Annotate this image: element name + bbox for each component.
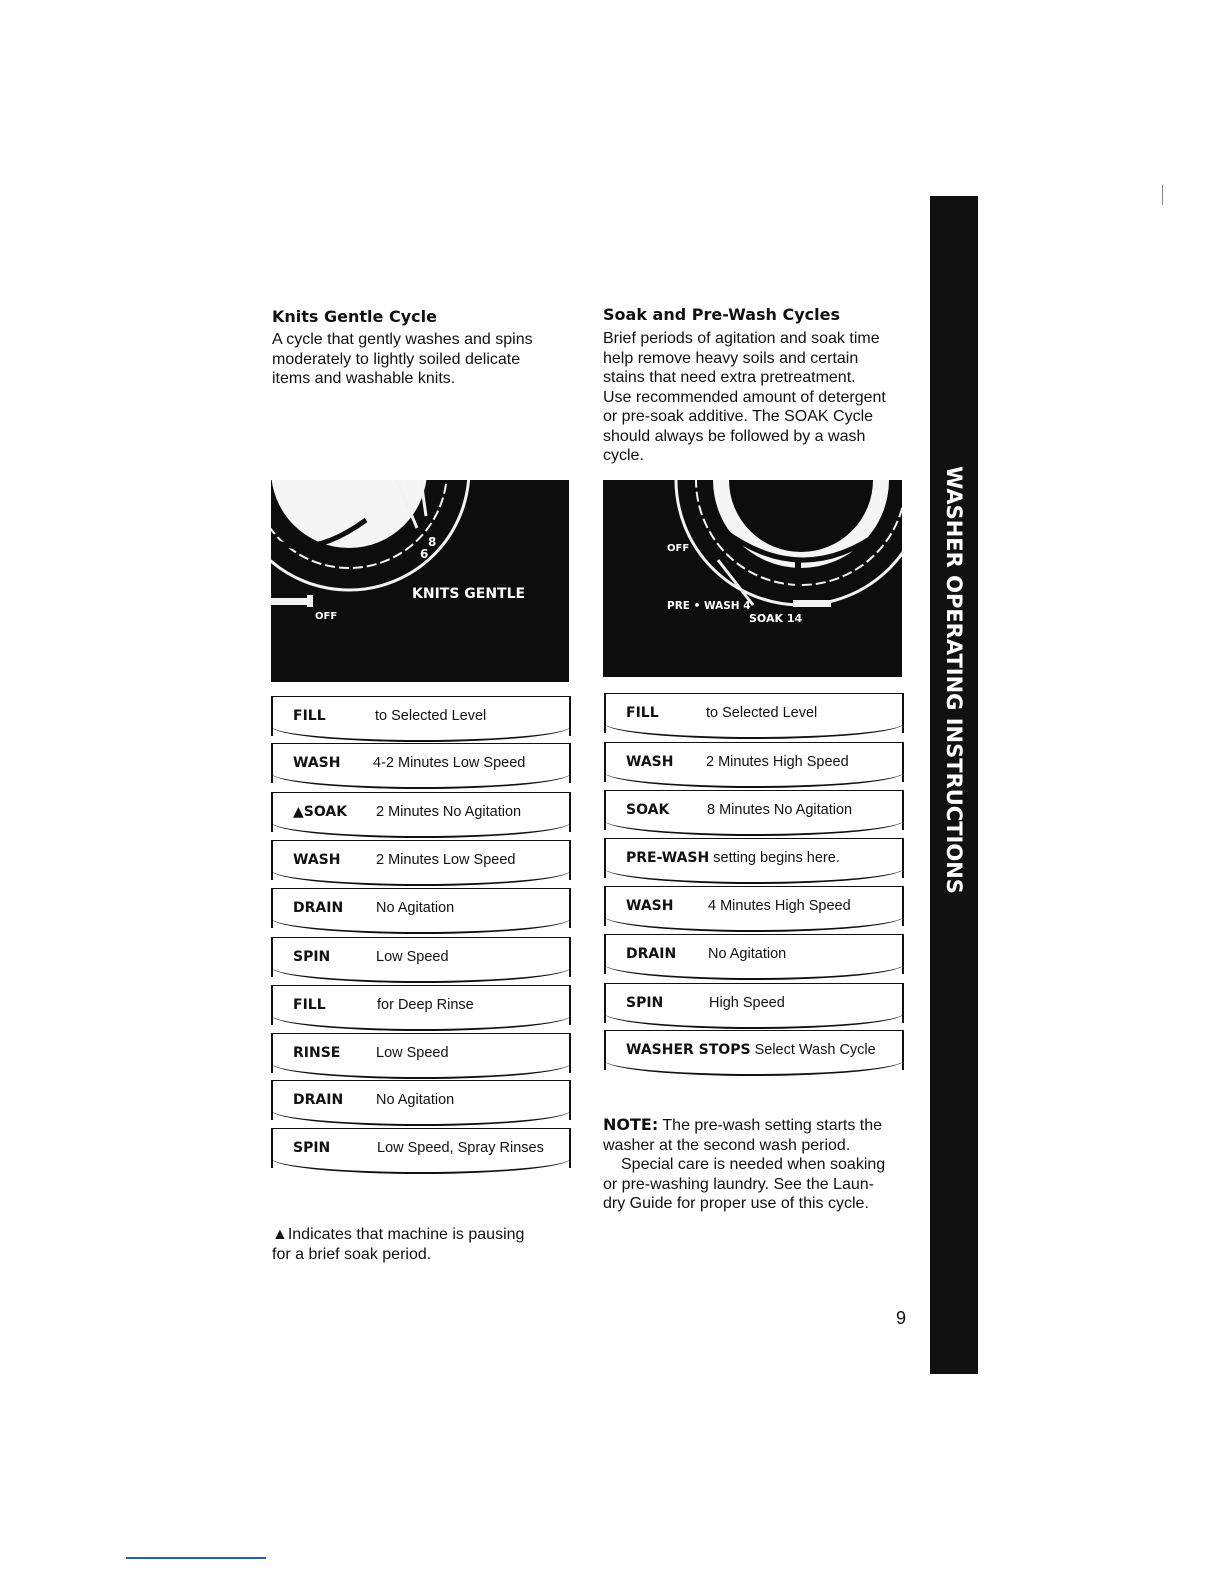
soak-step: [604, 934, 904, 974]
step-label: WASH: [626, 898, 674, 914]
step-description: to Selected Level: [706, 705, 818, 721]
prewash-step-text: [626, 850, 840, 866]
step-description: Low Speed: [376, 949, 449, 965]
step-label: DRAIN: [293, 900, 344, 916]
step-description: No Agitation: [376, 900, 455, 916]
soak-desc-line: Use recommended amount of detergent: [603, 388, 886, 406]
note-line: washer at the second wash period.: [603, 1136, 851, 1154]
note-line: The pre-wash setting starts the: [662, 1117, 883, 1134]
bottom-rule: [126, 1557, 266, 1559]
step-description: 2 Minutes No Agitation: [376, 804, 522, 820]
soak-dial-image: [603, 480, 902, 677]
soak-dial-graphic: [603, 480, 902, 677]
knits-step: [271, 937, 571, 977]
knits-dial-graphic: [271, 480, 569, 682]
soak-step: [604, 838, 904, 878]
step-label: WASH: [626, 754, 674, 770]
knits-dial-number-6: 6: [420, 547, 429, 561]
step-description: for Deep Rinse: [377, 997, 474, 1013]
knits-desc-line: items and washable knits.: [272, 370, 456, 387]
step-label: PRE-WASH: [626, 850, 710, 866]
knits-step: [271, 985, 571, 1025]
washer-stops-step-text: [626, 1042, 876, 1058]
step-label: FILL: [293, 997, 326, 1013]
soak-note: [603, 1115, 913, 1214]
knits-dial-off: OFF: [315, 611, 338, 622]
note-line: Special care is needed when soaking: [621, 1156, 886, 1173]
soak-desc-line: Brief periods of agitation and soak time: [603, 330, 880, 347]
step-label: RINSE: [293, 1045, 341, 1061]
soak-step: [604, 693, 904, 733]
knits-desc-line: A cycle that gently washes and spins: [272, 331, 533, 348]
soak-desc-line: or pre-soak additive. The SOAK Cycle: [603, 408, 874, 425]
step-label: DRAIN: [626, 946, 677, 962]
step-label: FILL: [626, 705, 659, 721]
step-label: SPIN: [626, 995, 664, 1011]
soak-desc-line: help remove heavy soils and certain: [603, 349, 859, 367]
knits-description: [272, 330, 533, 389]
note-label: NOTE:: [603, 1115, 659, 1134]
knits-step: [271, 840, 571, 880]
knits-step: [271, 792, 571, 832]
step-description: 2 Minutes Low Speed: [376, 852, 516, 868]
soak-dial-prewash: PRE • WASH 4: [667, 600, 751, 612]
knits-step: [271, 1080, 571, 1120]
step-label: SPIN: [293, 949, 331, 965]
knits-desc-line: moderately to lightly soiled delicate: [272, 350, 521, 368]
step-label: WASH: [293, 755, 341, 771]
soak-step: [604, 742, 904, 782]
side-tab: [930, 196, 978, 1374]
step-description: to Selected Level: [375, 708, 487, 724]
soak-dial-off: OFF: [667, 543, 690, 554]
soak-step: [604, 790, 904, 830]
step-description: setting begins here.: [713, 850, 840, 866]
step-description: Low Speed, Spray Rinses: [377, 1140, 544, 1156]
knits-dial-number-8: 8: [428, 535, 437, 549]
knits-dial-label: KNITS GENTLE: [412, 586, 526, 602]
soak-desc-line: cycle.: [603, 447, 644, 464]
soak-dial-soak: SOAK 14: [749, 612, 803, 625]
knits-dial-image: [271, 480, 569, 682]
step-description: No Agitation: [376, 1092, 455, 1108]
knits-step: [271, 743, 571, 783]
step-label: FILL: [293, 708, 326, 724]
soak-description: [603, 329, 886, 466]
side-tab-title: WASHER OPERATING INSTRUCTIONS: [942, 466, 966, 894]
soak-desc-line: should always be followed by a wash: [603, 427, 866, 445]
step-description: 4 Minutes High Speed: [708, 898, 851, 914]
footnote-line: for a brief soak period.: [272, 1245, 432, 1263]
step-label: WASHER STOPS: [626, 1042, 751, 1058]
knits-step: [271, 696, 571, 736]
soak-title: Soak and Pre-Wash Cycles: [603, 305, 840, 324]
note-first-line: [603, 1115, 913, 1136]
step-label: DRAIN: [293, 1092, 344, 1108]
step-description: Low Speed: [376, 1045, 449, 1061]
soak-step: [604, 1030, 904, 1070]
note-line: or pre-washing laundry. See the Laun-: [603, 1175, 874, 1193]
step-description: 8 Minutes No Agitation: [707, 802, 853, 818]
step-description: No Agitation: [708, 946, 787, 962]
footnote-line: ▲Indicates that machine is pausing: [272, 1226, 525, 1243]
step-label: SOAK: [626, 802, 670, 818]
knits-step: [271, 1033, 571, 1073]
note-line: dry Guide for proper use of this cycle.: [603, 1195, 869, 1212]
page-number: 9: [896, 1308, 907, 1328]
step-label: ▲SOAK: [293, 804, 348, 820]
step-description: 4-2 Minutes Low Speed: [373, 755, 526, 771]
step-label: WASH: [293, 852, 341, 868]
step-description: Select Wash Cycle: [754, 1042, 876, 1058]
corner-mark: [1162, 185, 1163, 205]
knits-step: [271, 888, 571, 928]
soak-step: [604, 983, 904, 1023]
soak-step: [604, 886, 904, 926]
step-description: High Speed: [709, 995, 785, 1011]
knits-step: [271, 1128, 571, 1168]
step-description: 2 Minutes High Speed: [706, 754, 849, 770]
knits-footnote: [272, 1225, 524, 1264]
knits-title: Knits Gentle Cycle: [272, 307, 437, 326]
step-label: SPIN: [293, 1140, 331, 1156]
soak-desc-line: stains that need extra pretreatment.: [603, 369, 856, 386]
